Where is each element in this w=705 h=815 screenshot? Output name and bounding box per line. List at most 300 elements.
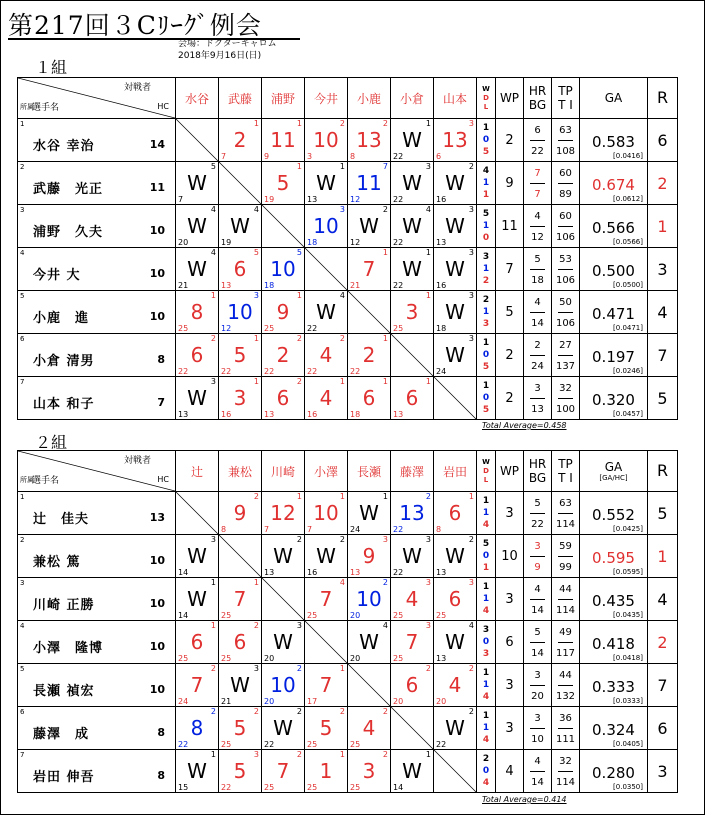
opponent-name: 水谷 [176,78,219,119]
player-hr: 4 [530,581,545,600]
match-innings: 13 [264,410,275,419]
player-hr: 3 [530,538,545,557]
player-number: 7 [20,751,25,759]
match-innings: 20 [436,697,447,706]
match-result [176,621,219,664]
league-table [17,77,678,420]
match-innings: 25 [178,324,189,333]
match-innings: 16 [221,410,232,419]
match-high-run: 1 [425,248,431,257]
match-result [434,248,477,291]
player-ti: 106 [555,231,576,243]
match-innings: 21 [221,697,232,706]
match-result [219,621,262,664]
player-losses: 5 [482,405,490,415]
player-bg: 10 [531,733,544,745]
match-innings: 20 [178,238,189,247]
player-cell [18,119,176,162]
player-wp: 3 [496,707,524,750]
match-result [305,578,348,621]
header-ti: T I [558,471,573,485]
player-name: 水谷 幸治 [33,139,95,154]
match-innings: 22 [350,367,361,376]
match-high-run: 4 [210,205,216,214]
match-score: W [445,544,465,568]
match-result [305,492,348,535]
match-score: 7 [190,673,204,697]
player-ga [580,535,648,578]
match-result [176,664,219,707]
match-high-run: 2 [296,334,302,343]
match-high-run: 1 [468,492,474,501]
match-result [176,205,219,248]
opponent-name: 小澤 [305,451,348,492]
player-hr: 5 [530,624,545,643]
match-high-run: 1 [425,119,431,128]
player-ga-value: 0.566 [592,219,635,237]
match-result [262,750,305,793]
match-result [305,377,348,420]
player-ga [580,162,648,205]
player-losses: 4 [482,735,490,745]
match-high-run: 2 [339,119,345,128]
header-ga-label: GA [604,91,623,105]
match-high-run: 4 [210,248,216,257]
match-high-run: 1 [210,578,216,587]
match-innings: 25 [221,611,232,620]
player-draws: 1 [482,307,490,317]
match-high-run: 1 [296,162,302,171]
player-ga-value: 0.552 [592,506,635,524]
match-score: 5 [233,343,247,367]
player-cell [18,578,176,621]
player-wp: 2 [496,377,524,420]
match-high-run: 2 [382,707,388,716]
player-draws: 1 [482,594,490,604]
header-affiliation-label: 所属 [20,476,34,484]
match-innings: 18 [436,324,447,333]
match-innings: 8 [436,525,442,534]
player-hr: 4 [530,208,545,227]
match-score: W [187,171,207,195]
player-draws: 0 [482,135,490,145]
match-innings: 25 [350,740,361,749]
match-score: W [316,300,336,324]
opponent-name: 藤澤 [391,451,434,492]
player-ti: 106 [555,274,576,286]
player-hr: 4 [530,753,545,772]
match-result [434,162,477,205]
match-high-run: 3 [468,334,474,343]
match-innings: 20 [350,654,361,663]
player-ga-value: 0.197 [592,348,635,366]
match-innings: 17 [307,697,318,706]
player-ga-sub: [0.0471] [613,324,643,332]
match-innings: 13 [264,568,275,577]
player-draws: 1 [482,221,490,231]
match-high-run: 4 [253,205,259,214]
player-losses: 4 [482,606,490,616]
match-innings: 24 [350,525,361,534]
player-losses: 3 [482,649,490,659]
player-tp: 50 [558,294,573,313]
match-innings: 9 [264,152,270,161]
match-innings: 14 [393,783,404,792]
match-result [434,578,477,621]
match-high-run: 3 [253,291,259,300]
match-score: 13 [442,128,468,152]
player-ga-value: 0.674 [592,176,635,194]
match-high-run: 5 [210,162,216,171]
match-high-run: 3 [425,535,431,544]
match-score: 4 [405,587,419,611]
match-score: W [187,759,207,783]
wdl-letter: D [483,93,489,102]
match-high-run: 3 [210,535,216,544]
header-ga [580,78,648,119]
player-bg: 14 [531,317,544,329]
match-result [391,535,434,578]
match-result [176,334,219,377]
match-result [262,377,305,420]
match-result [348,334,391,377]
match-innings: 22 [221,783,232,792]
match-innings: 22 [264,740,275,749]
match-score: 2 [276,343,290,367]
match-high-run: 3 [253,664,259,673]
player-hc: 8 [157,353,165,366]
match-score: W [402,171,422,195]
match-innings: 16 [436,281,447,290]
venue-info [178,38,277,62]
player-wins: 2 [482,295,490,305]
header-tp: TP [558,457,573,471]
player-wdl [477,664,496,707]
player-wins: 5 [482,209,490,219]
player-number: 2 [20,163,25,171]
player-wins: 3 [482,252,490,262]
player-row [18,535,678,578]
match-innings: 22 [178,740,189,749]
player-ga [580,707,648,750]
player-rank: 2 [648,621,678,664]
match-score: 3 [405,300,419,324]
player-ga [580,119,648,162]
wdl-letter: D [483,466,489,475]
player-hc: 11 [149,181,165,194]
player-ga-value: 0.418 [592,635,635,653]
match-high-run: 1 [210,291,216,300]
match-innings: 21 [178,281,189,290]
player-wins: 5 [482,539,490,549]
player-tp-ti [552,162,580,205]
player-hr-bg [524,750,552,793]
player-rank: 6 [648,119,678,162]
player-tp: 27 [558,337,573,356]
match-innings: 14 [178,611,189,620]
player-wins: 1 [482,711,490,721]
match-innings: 12 [350,238,361,247]
match-innings: 25 [393,654,404,663]
match-result [219,664,262,707]
match-score: W [445,716,465,740]
match-high-run: 2 [468,162,474,171]
player-wdl [477,119,496,162]
total-average: Total Average=0.458 [482,421,567,430]
match-score: W [359,214,379,238]
player-ga-value: 0.471 [592,305,635,323]
match-result [219,750,262,793]
player-hc: 10 [149,683,165,696]
player-rank: 4 [648,578,678,621]
match-high-run: 4 [339,291,345,300]
match-score: 1 [319,759,333,783]
player-wp: 3 [496,492,524,535]
player-tp: 60 [558,208,573,227]
match-result [176,750,219,793]
player-rank: 3 [648,248,678,291]
match-score: 13 [399,501,425,525]
match-score: 2 [362,343,376,367]
player-wins: 1 [482,123,490,133]
match-result [391,291,434,334]
player-draws: 0 [482,350,490,360]
match-result [305,750,348,793]
match-result [176,291,219,334]
match-score: 9 [362,544,376,568]
player-losses: 1 [482,190,490,200]
match-result [219,578,262,621]
match-innings: 22 [393,525,404,534]
match-score: 7 [319,673,333,697]
match-high-run: 1 [296,492,302,501]
player-name: 兼松 篤 [33,555,81,570]
match-high-run: 3 [468,578,474,587]
match-result [262,492,305,535]
header-ga-sub: [GA/HC] [599,474,628,482]
player-hr: 7 [530,165,545,184]
match-high-run: 2 [296,535,302,544]
player-tp-ti [552,492,580,535]
player-ti: 114 [555,776,576,788]
match-innings: 20 [264,654,275,663]
player-hr: 5 [530,251,545,270]
match-high-run: 1 [382,248,388,257]
match-innings: 13 [350,568,361,577]
match-score: 9 [276,300,290,324]
match-innings: 24 [436,367,447,376]
wdl-letter: L [483,102,489,111]
player-ga-sub: [0.0416] [613,152,643,160]
match-result [391,248,434,291]
player-wdl [477,578,496,621]
match-score: W [316,544,336,568]
player-wp: 3 [496,578,524,621]
match-score: 4 [319,343,333,367]
match-score: 9 [233,501,247,525]
player-row [18,119,678,162]
opponent-name: 岩田 [434,451,477,492]
match-innings: 20 [393,697,404,706]
player-cell [18,248,176,291]
player-ti: 111 [555,733,576,745]
match-score: 10 [356,587,382,611]
match-result [434,707,477,750]
player-ti: 106 [555,317,576,329]
player-wins: 1 [482,668,490,678]
match-high-run: 3 [339,205,345,214]
opponent-name: 山本 [434,78,477,119]
match-result [348,578,391,621]
player-number: 1 [20,120,25,128]
player-row [18,334,678,377]
player-draws: 1 [482,264,490,274]
player-hr: 3 [530,667,545,686]
event-date: 2018年9月16日(日) [178,51,262,61]
match-result [348,162,391,205]
player-cell [18,750,176,793]
match-high-run: 3 [253,750,259,759]
player-ga [580,578,648,621]
match-high-run: 2 [339,535,345,544]
match-innings: 24 [178,697,189,706]
match-score: W [230,673,250,697]
match-innings: 13 [221,281,232,290]
match-score: 11 [356,171,382,195]
match-result [348,205,391,248]
player-hr: 3 [530,380,545,399]
match-result [305,119,348,162]
match-innings: 3 [307,152,313,161]
player-ga [580,205,648,248]
match-innings: 22 [221,367,232,376]
match-score: W [402,128,422,152]
match-result [176,707,219,750]
match-innings: 22 [393,568,404,577]
match-score: W [445,257,465,281]
player-name: 武藤 光正 [33,182,104,197]
player-ti: 137 [555,360,576,372]
player-tp: 36 [558,710,573,729]
player-name: 小倉 清男 [33,354,95,369]
player-hr-bg [524,492,552,535]
match-score: 4 [319,386,333,410]
match-innings: 22 [178,367,189,376]
match-score: 13 [356,128,382,152]
match-high-run: 1 [339,750,345,759]
self-match-cell [262,205,305,248]
player-tp: 49 [558,624,573,643]
self-match-cell [348,664,391,707]
player-ti: 117 [555,647,576,659]
match-high-run: 2 [425,492,431,501]
match-score: 11 [270,128,296,152]
match-high-run: 2 [296,377,302,386]
match-innings: 19 [264,195,275,204]
header-tp-ti [552,78,580,119]
match-innings: 13 [178,410,189,419]
match-high-run: 3 [296,621,302,630]
player-row [18,664,678,707]
player-ga-sub: [0.0457] [613,410,643,418]
header-rank: R [648,451,678,492]
player-wp: 2 [496,119,524,162]
match-score: 6 [190,630,204,654]
match-score: W [359,630,379,654]
player-tp-ti [552,377,580,420]
player-ga-sub: [0.0333] [613,697,643,705]
self-match-cell [219,162,262,205]
player-ga-value: 0.333 [592,678,635,696]
match-result [219,334,262,377]
match-result [391,377,434,420]
match-result [176,377,219,420]
match-high-run: 1 [425,377,431,386]
player-hr-bg [524,377,552,420]
player-hc: 10 [149,224,165,237]
match-result [348,119,391,162]
match-innings: 18 [307,238,318,247]
header-opponent-label: 対戦者 [123,83,151,93]
player-ti: 99 [559,561,572,573]
header-hr: HR [528,457,547,471]
player-tp: 63 [558,122,573,141]
match-result [348,750,391,793]
player-wp: 10 [496,535,524,578]
header-tp: TP [558,84,573,98]
player-wdl [477,162,496,205]
self-match-cell [262,578,305,621]
match-high-run: 3 [468,248,474,257]
player-bg: 7 [534,188,541,200]
header-bg: BG [528,471,547,485]
match-high-run: 1 [296,291,302,300]
self-match-cell [305,248,348,291]
match-high-run: 2 [296,750,302,759]
match-high-run: 1 [425,750,431,759]
match-score: 6 [233,257,247,281]
match-high-run: 1 [253,377,259,386]
player-hc: 8 [157,769,165,782]
match-result [219,707,262,750]
match-innings: 22 [393,152,404,161]
match-innings: 22 [393,281,404,290]
player-hr-bg [524,291,552,334]
match-innings: 13 [393,410,404,419]
player-tp: 60 [558,165,573,184]
match-score: 7 [233,587,247,611]
match-score: W [187,587,207,611]
header-hc-label: HC [157,102,169,111]
match-score: 6 [276,386,290,410]
player-hr: 4 [530,294,545,313]
player-wdl [477,621,496,664]
wdl-letter: W [482,457,490,466]
venue-name: 会場：ドクターキャロム [178,39,277,49]
player-name: 浦野 久夫 [33,225,104,240]
player-rank: 2 [648,162,678,205]
player-number: 6 [20,335,25,343]
opponent-name: 浦野 [262,78,305,119]
player-row [18,578,678,621]
player-ga-sub: [0.0595] [613,568,643,576]
match-innings: 21 [350,281,361,290]
match-score: 5 [319,716,333,740]
match-innings: 25 [178,654,189,663]
match-score: W [273,630,293,654]
player-draws: 1 [482,723,490,733]
player-wp: 3 [496,664,524,707]
